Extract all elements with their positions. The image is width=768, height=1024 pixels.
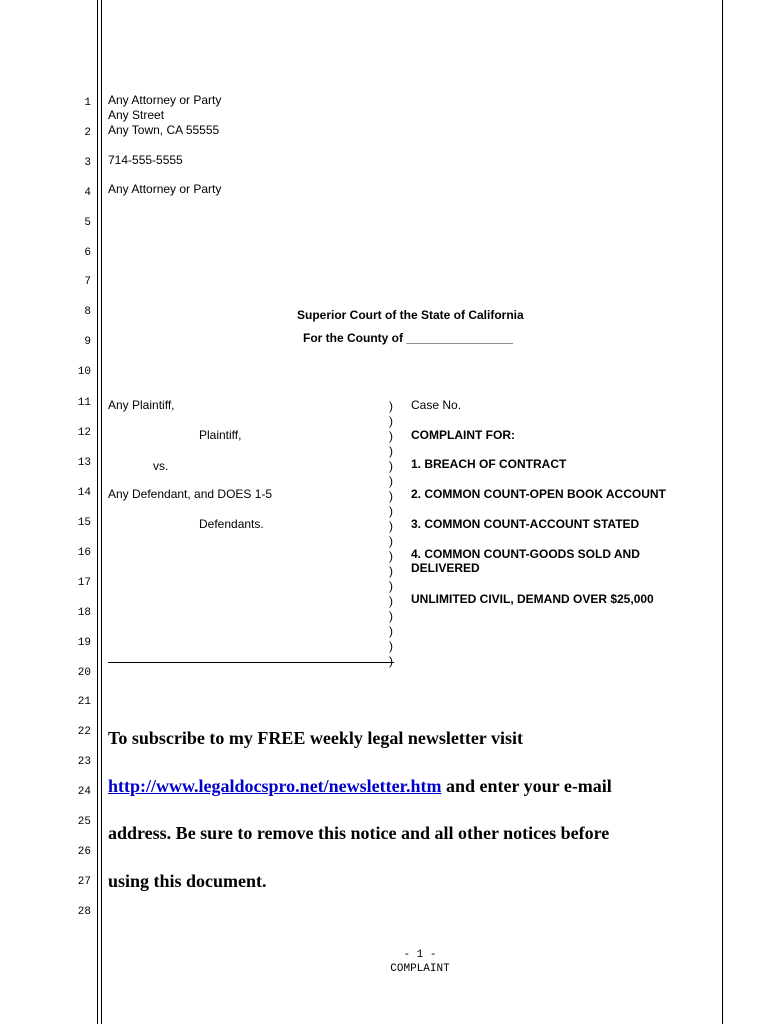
newsletter-link[interactable]: http://www.legaldocspro.net/newsletter.htm [108,776,442,796]
attorney-city: Any Town, CA 55555 [108,123,220,137]
caption-parenthesis: ) [389,639,393,653]
caption-parenthesis-column [389,399,399,669]
line-number: 27 [77,876,91,888]
right-margin-rule [722,0,723,1024]
line-number: 25 [77,816,91,828]
versus-label: vs. [153,459,169,473]
caption-parenthesis: ) [389,594,393,608]
caption-parenthesis: ) [389,654,393,668]
notice-line-2-text: and enter your e-mail [441,776,612,796]
line-number: 1 [84,97,91,109]
line-number: 15 [77,517,91,529]
notice-line-3: address. Be sure to remove this notice and all other notices before [108,823,610,843]
notice-line-1: To subscribe to my FREE weekly legal newsletter visit [108,728,523,748]
line-number: 17 [77,577,91,589]
defendant-label: Defendants. [199,517,264,531]
line-number: 20 [77,667,91,679]
line-number: 10 [77,366,91,378]
line-number: 2 [84,127,91,139]
caption-parenthesis: ) [389,579,393,593]
line-number: 19 [77,637,91,649]
line-number: 22 [77,726,91,738]
court-name: Superior Court of the State of California [297,308,524,322]
case-number-label: Case No. [411,398,462,412]
left-margin-rule-inner [101,0,102,1024]
line-number: 12 [77,427,91,439]
caption-parenthesis: ) [389,444,393,458]
line-number: 24 [77,786,91,798]
attorney-street: Any Street [108,108,165,122]
cause-of-action-4: 4. COMMON COUNT-GOODS SOLD AND [411,547,640,561]
demand-statement: UNLIMITED CIVIL, DEMAND OVER $25,000 [411,592,654,606]
caption-parenthesis: ) [389,609,393,623]
line-number: 8 [84,306,91,318]
caption-parenthesis: ) [389,519,393,533]
defendant-name: Any Defendant, and DOES 1-5 [108,487,273,501]
caption-parenthesis: ) [389,624,393,638]
cause-of-action-1: 1. BREACH OF CONTRACT [411,457,567,471]
footer-title: COMPLAINT [390,963,450,975]
caption-bottom-rule [108,662,394,663]
attorney-for: Any Attorney or Party [108,182,222,196]
line-number: 13 [77,457,91,469]
court-county: For the County of ________________ [303,331,514,345]
cause-of-action-2: 2. COMMON COUNT-OPEN BOOK ACCOUNT [411,487,666,501]
left-margin-rule-outer [97,0,98,1024]
plaintiff-name: Any Plaintiff, [108,398,175,412]
caption-parenthesis: ) [389,534,393,548]
caption-parenthesis: ) [389,399,393,413]
line-number: 14 [77,487,91,499]
caption-parenthesis: ) [389,489,393,503]
attorney-phone: 714-555-5555 [108,153,183,167]
plaintiff-label: Plaintiff, [199,428,242,442]
notice-line-2 [108,776,612,797]
line-number: 6 [84,247,91,259]
line-number: 4 [84,187,91,199]
line-number: 28 [77,906,91,918]
page-number: - 1 - [403,949,437,961]
caption-parenthesis: ) [389,459,393,473]
line-number: 7 [84,276,91,288]
caption-parenthesis: ) [389,549,393,563]
caption-parenthesis: ) [389,504,393,518]
line-number: 23 [77,756,91,768]
cause-of-action-3: 3. COMMON COUNT-ACCOUNT STATED [411,517,640,531]
line-number: 11 [77,397,91,409]
attorney-name: Any Attorney or Party [108,93,222,107]
line-number: 5 [84,217,91,229]
caption-parenthesis: ) [389,429,393,443]
cause-of-action-4-cont: DELIVERED [411,561,480,575]
caption-parenthesis: ) [389,414,393,428]
line-number: 26 [77,846,91,858]
caption-parenthesis: ) [389,564,393,578]
line-number: 21 [77,696,91,708]
caption-parenthesis: ) [389,474,393,488]
line-number: 16 [77,547,91,559]
complaint-for-heading: COMPLAINT FOR: [411,428,515,442]
line-number: 9 [84,336,91,348]
line-number: 3 [84,157,91,169]
notice-line-4: using this document. [108,871,267,891]
line-number: 18 [77,607,91,619]
